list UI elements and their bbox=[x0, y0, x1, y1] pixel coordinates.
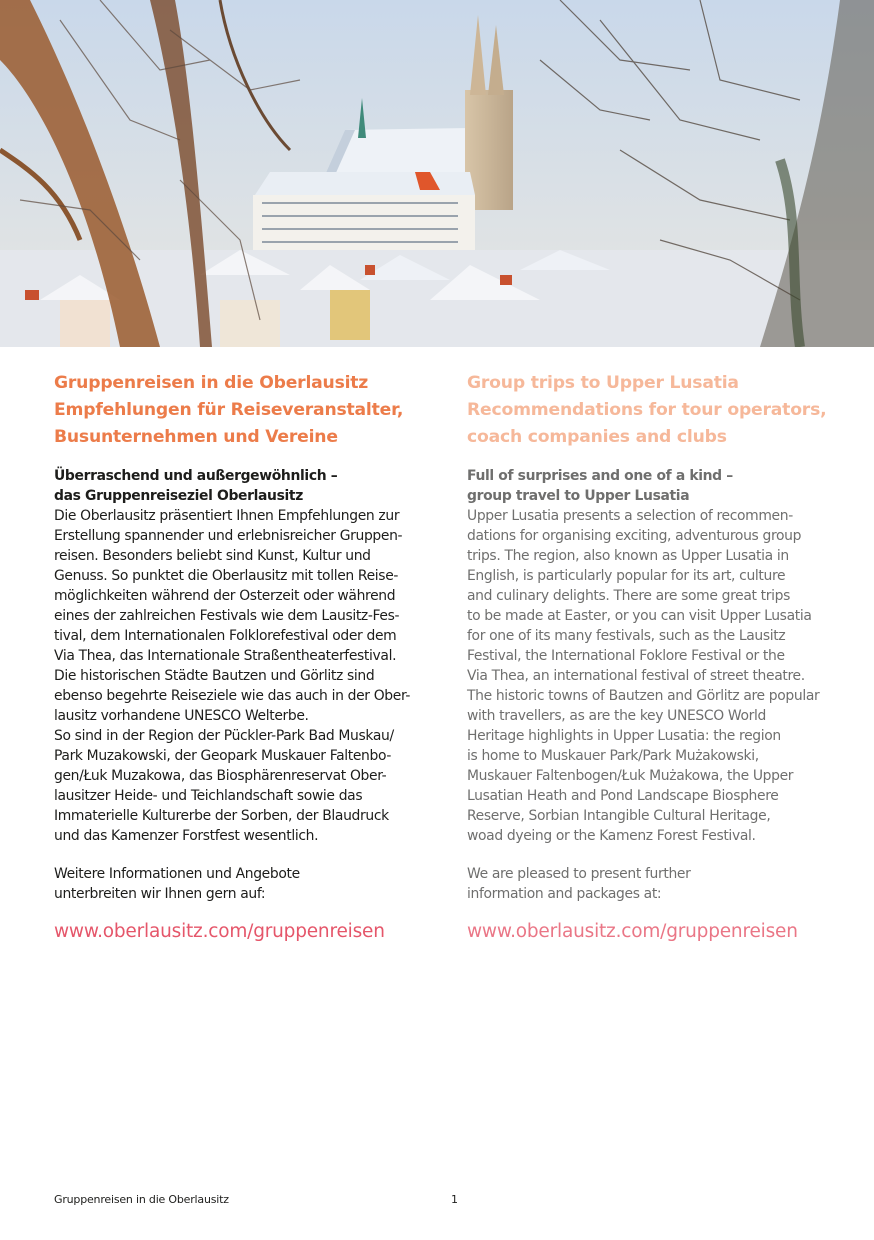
german-body-line: ebenso begehrte Reiseziele wie das auch in der Ober- bbox=[54, 688, 411, 704]
english-more-info-line: information and packages at: bbox=[467, 886, 662, 902]
german-body bbox=[54, 466, 434, 846]
english-body-line: English, is particularly popular for its art, culture bbox=[467, 568, 786, 584]
german-title-line: Empfehlungen für Reiseveranstalter, bbox=[54, 400, 404, 420]
german-subtitle-line: das Gruppenreiseziel Oberlausitz bbox=[54, 488, 303, 504]
english-body-line: with travellers, as are the key UNESCO World bbox=[467, 708, 766, 724]
english-title-line: coach companies and clubs bbox=[467, 427, 727, 447]
german-body-line: eines der zahlreichen Festivals wie dem Lausitz-Fes- bbox=[54, 608, 400, 624]
english-body-line: dations for organising exciting, adventurous group bbox=[467, 528, 802, 544]
german-more-info-line: unterbreiten wir Ihnen gern auf: bbox=[54, 886, 266, 902]
german-body-line: Erstellung spannender und erlebnisreicher Gruppen- bbox=[54, 528, 403, 544]
english-body-line: Upper Lusatia presents a selection of recommen- bbox=[467, 508, 793, 524]
english-body bbox=[467, 466, 847, 846]
english-body-line: Muskauer Faltenbogen/Łuk Mużakowa, the Upper bbox=[467, 768, 794, 784]
english-body-line: for one of its many festivals, such as the Lausitz bbox=[467, 628, 786, 644]
english-body-line: The historic towns of Bautzen and Görlitz are popular bbox=[467, 688, 820, 704]
english-more-info bbox=[467, 864, 847, 904]
english-body-line: and culinary delights. There are some great trips bbox=[467, 588, 790, 604]
german-title-line: Busunternehmen und Vereine bbox=[54, 427, 338, 447]
german-title bbox=[54, 370, 434, 451]
english-subtitle-line: group travel to Upper Lusatia bbox=[467, 488, 690, 504]
german-website-link[interactable]: www.oberlausitz.com/gruppenreisen bbox=[54, 921, 385, 942]
german-body-line: möglichkeiten während der Osterzeit oder während bbox=[54, 588, 396, 604]
english-subtitle-line: Full of surprises and one of a kind – bbox=[467, 468, 733, 484]
german-body-line: So sind in der Region der Pückler-Park Bad Muskau/ bbox=[54, 728, 394, 744]
english-body-line: is home to Muskauer Park/Park Mużakowski, bbox=[467, 748, 759, 764]
german-body-line: reisen. Besonders beliebt sind Kunst, Kultur und bbox=[54, 548, 371, 564]
german-body-line: Genuss. So punktet die Oberlausitz mit tollen Reise- bbox=[54, 568, 399, 584]
english-column bbox=[467, 370, 847, 944]
german-body-line: Via Thea, das Internationale Straßentheaterfestival. bbox=[54, 648, 397, 664]
german-body-line: und das Kamenzer Forstfest wesentlich. bbox=[54, 828, 319, 844]
hero-photo-illustration bbox=[0, 0, 874, 347]
german-subtitle-line: Überraschend und außergewöhnlich – bbox=[54, 468, 338, 484]
footer-title: Gruppenreisen in die Oberlausitz bbox=[54, 1193, 229, 1206]
german-more-info-line: Weitere Informationen und Angebote bbox=[54, 866, 300, 882]
english-title-line: Group trips to Upper Lusatia bbox=[467, 373, 739, 393]
german-body-line: Park Muzakowski, der Geopark Muskauer Faltenbo- bbox=[54, 748, 392, 764]
english-website-link[interactable]: www.oberlausitz.com/gruppenreisen bbox=[467, 921, 798, 942]
english-title bbox=[467, 370, 847, 451]
hero-photo bbox=[0, 0, 874, 347]
english-body-line: Lusatian Heath and Pond Landscape Biosphere bbox=[467, 788, 779, 804]
english-more-info-line: We are pleased to present further bbox=[467, 866, 691, 882]
german-title-line: Gruppenreisen in die Oberlausitz bbox=[54, 373, 369, 393]
german-column bbox=[54, 370, 434, 944]
german-body-line: lausitz vorhandene UNESCO Welterbe. bbox=[54, 708, 309, 724]
german-body-line: gen/Łuk Muzakowa, das Biosphärenreservat Ober- bbox=[54, 768, 387, 784]
german-more-info bbox=[54, 864, 434, 904]
english-body-line: Via Thea, an international festival of street theatre. bbox=[467, 668, 805, 684]
english-body-line: to be made at Easter, or you can visit Upper Lusatia bbox=[467, 608, 812, 624]
german-body-line: tival, dem Internationalen Folklorefestival oder dem bbox=[54, 628, 397, 644]
english-body-line: Reserve, Sorbian Intangible Cultural Heritage, bbox=[467, 808, 771, 824]
english-body-line: woad dyeing or the Kamenz Forest Festival. bbox=[467, 828, 756, 844]
english-body-line: trips. The region, also known as Upper Lusatia in bbox=[467, 548, 789, 564]
german-body-line: Die Oberlausitz präsentiert Ihnen Empfehlungen zur bbox=[54, 508, 400, 524]
building-roof bbox=[255, 172, 475, 195]
german-body-line: Immaterielle Kulturerbe der Sorben, der Blaudruck bbox=[54, 808, 389, 824]
english-body-line: Festival, the International Foklore Festival or the bbox=[467, 648, 785, 664]
german-body-line: Die historischen Städte Bautzen und Görlitz sind bbox=[54, 668, 375, 684]
english-title-line: Recommendations for tour operators, bbox=[467, 400, 827, 420]
german-body-line: lausitzer Heide- und Teichlandschaft sowie das bbox=[54, 788, 363, 804]
page-number: 1 bbox=[451, 1193, 458, 1206]
english-body-line: Heritage highlights in Upper Lusatia: the region bbox=[467, 728, 781, 744]
